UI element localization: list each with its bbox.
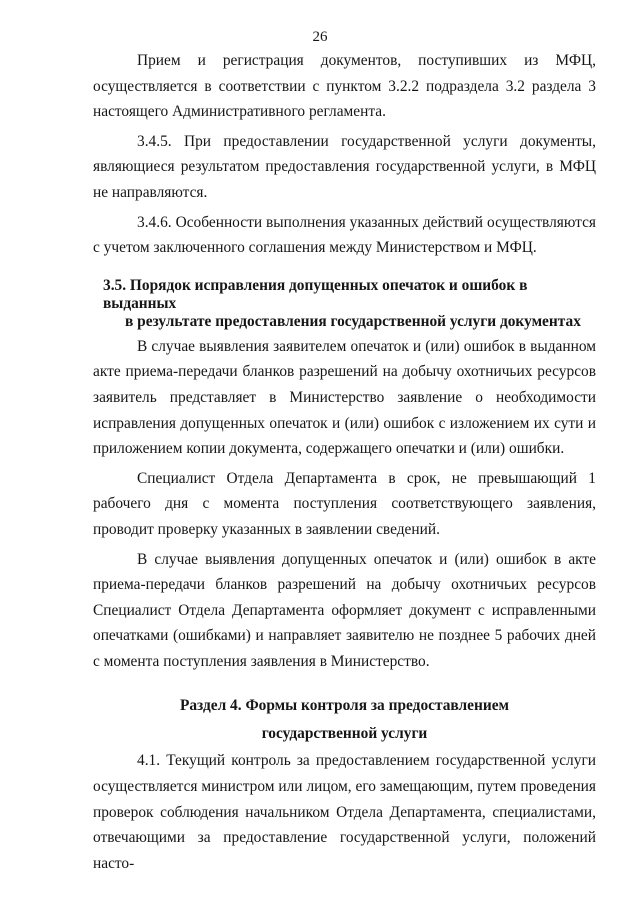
chapter-heading-line1: Раздел 4. Формы контроля за предоставлением (179, 697, 510, 715)
document-body (93, 48, 596, 880)
chapter-heading-section-4 (93, 692, 596, 748)
paragraph-3-4-6: 3.4.6. Особенности выполнения указанных действий осуществляются с учетом заключенного соглашения между Министерством и МФЦ. (93, 213, 596, 257)
paragraph-corrected-document: В случае выявления допущенных опечаток и (или) ошибок в акте приема-передачи бланков разрешений на добычу охотничьих ресурсов Специалист Отдела Департамента оформляет документ с исправленными опечатками (ошибками) и направляет заявителю не позднее 5 рабочих дней с момента поступления заявления в Министерство. (93, 550, 596, 670)
paragraph-errors-request: В случае выявления заявителем опечаток и (или) ошибок в выданном акте приема-передачи бланков разрешений на добычу охотничьих ресурсов заявитель представляет в Министерство заявление о необходимости исправления допущенных опечаток и (или) ошибок с изложением их сути и приложением копии документа, содержащего опечатки и (или) ошибки. (93, 337, 596, 458)
section-heading-3-5 (103, 277, 596, 331)
paragraph-4-1: 4.1. Текущий контроль за предоставлением государственной услуги осуществляется министром или лицом, его замещающим, путем проведения проверок соблюдения начальником Отдела Департамента, специалистами, отвечающими за предоставление государственной услуги, положений насто- (93, 752, 596, 872)
section-heading-3-5-line2: в результате предоставления государственной услуги документах (125, 312, 581, 330)
paragraph-reception: Прием и регистрация документов, поступивших из МФЦ, осуществляется в соответствии с пунктом 3.2.2 подраздела 3.2 раздела 3 настоящего Административного регламента. (93, 52, 596, 121)
paragraph-3-4-5: 3.4.5. При предоставлении государственной услуги документы, являющиеся результатом предоставления государственной услуги, в МФЦ не направляются. (93, 132, 596, 201)
page-number: 26 (312, 29, 328, 45)
paragraph-specialist-check: Специалист Отдела Департамента в срок, не превышающий 1 рабочего дня с момента поступления соответствующего заявления, проводит проверку указанных в заявлении сведений. (93, 469, 596, 538)
section-heading-3-5-line1: 3.5. Порядок исправления допущенных опечаток и ошибок в выданных (103, 276, 528, 312)
chapter-heading-line2: государственной услуги (261, 725, 428, 743)
